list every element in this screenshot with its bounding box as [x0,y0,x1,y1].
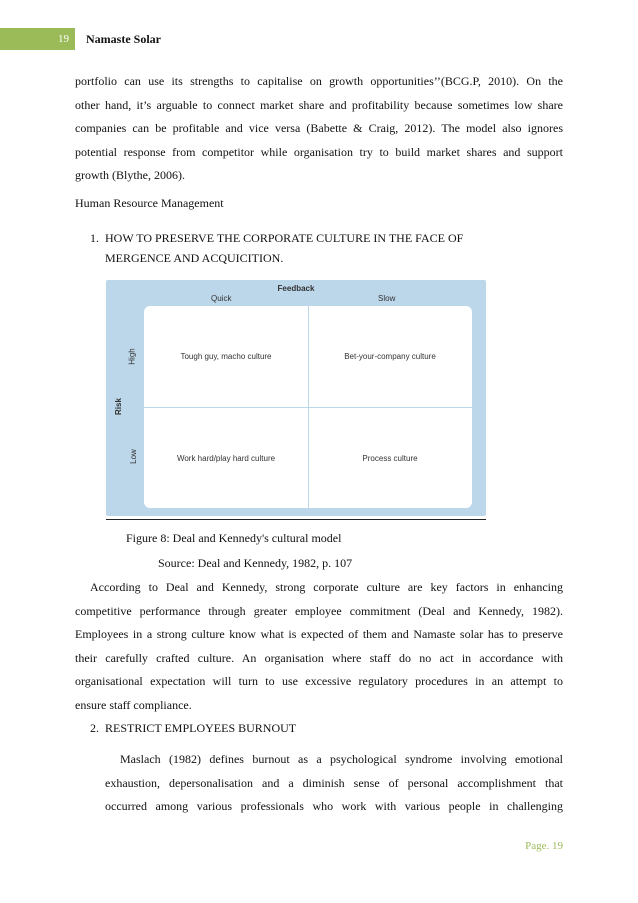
item-number: 2. [90,721,99,735]
row-axis-label: Risk [113,398,123,415]
text-line: portfolio can use its strengths to capitalise on growth opportunities’’(BCG.P, 2010). On the [75,74,563,88]
item-number: 1. [90,231,99,245]
text-line: Employees in a strong culture know what is expected of them and Namaste solar has to preserve [75,627,563,641]
paragraph-burnout [105,748,563,819]
header-title: Namaste Solar [86,32,161,46]
figure-title: Feedback [277,284,315,293]
numbered-heading-2 [90,718,296,738]
quadrant-process: Process culture [362,454,418,463]
text-line: ensure staff compliance. [75,697,192,712]
text-line: organisational expectation will turn to use excessive regulatory procedures in an attempt to [75,674,563,688]
text-line: growth (Blythe, 2006). [75,168,185,182]
text-line: competitive performance through greater employee commitment (Deal and Kennedy, 1982). [75,603,563,618]
header-page-number: 19 [0,28,75,50]
quadrant-bet-your-company: Bet-your-company culture [344,352,436,361]
text-line: potential response from competitor while organisation try to build market shares and support [75,144,563,159]
heading-line: HOW TO PRESERVE THE CORPORATE CULTURE IN THE FACE OF [105,231,464,245]
text-line: companies can be profitable and vice versa (Babette & Craig, 2012). The model also ignores [75,121,563,135]
quadrant-work-hard-play-hard: Work hard/play hard culture [176,454,276,463]
culture-model-figure [106,280,486,516]
section-heading: Human Resource Management [75,196,224,210]
text-line: other hand, it’s arguable to connect market share and profitability because sometimes low share [75,97,563,112]
figure-source: Source: Deal and Kennedy, 1982, p. 107 [158,556,353,570]
paragraph-portfolio [75,70,563,188]
text-line: Maslach (1982) defines burnout as a psychological syndrome involving emotional [120,752,563,766]
figure-caption: Figure 8: Deal and Kennedy's cultural model [126,531,342,545]
column-label-quick: Quick [211,294,232,303]
column-label-slow: Slow [378,294,396,303]
heading-line: MERGENCE AND ACQUICITION. [105,251,284,265]
row-label-high: High [127,348,137,365]
page-number-footer: Page. 19 [525,840,563,852]
paragraph-deal-kennedy [75,576,563,717]
numbered-heading-1 [90,228,463,268]
text-line: occurred among various professionals who work with various people in challenging [105,799,563,813]
quadrant-tough-guy: Tough guy, macho culture [180,352,272,361]
heading-line: RESTRICT EMPLOYEES BURNOUT [105,721,297,735]
text-line: their carefully crafted culture. An organisation where staff do no act in accordance with [75,650,563,665]
figure-rule [106,519,486,520]
page-header [0,28,638,50]
row-label-low: Low [128,449,138,464]
text-line: exhaustion, depersonalisation and a diminish sense of personal accomplishment that [105,775,563,790]
text-line: According to Deal and Kennedy, strong corporate culture are key factors in enhancing [90,580,563,594]
grid-divider-horizontal [144,407,472,408]
quadrant-grid [144,306,472,508]
